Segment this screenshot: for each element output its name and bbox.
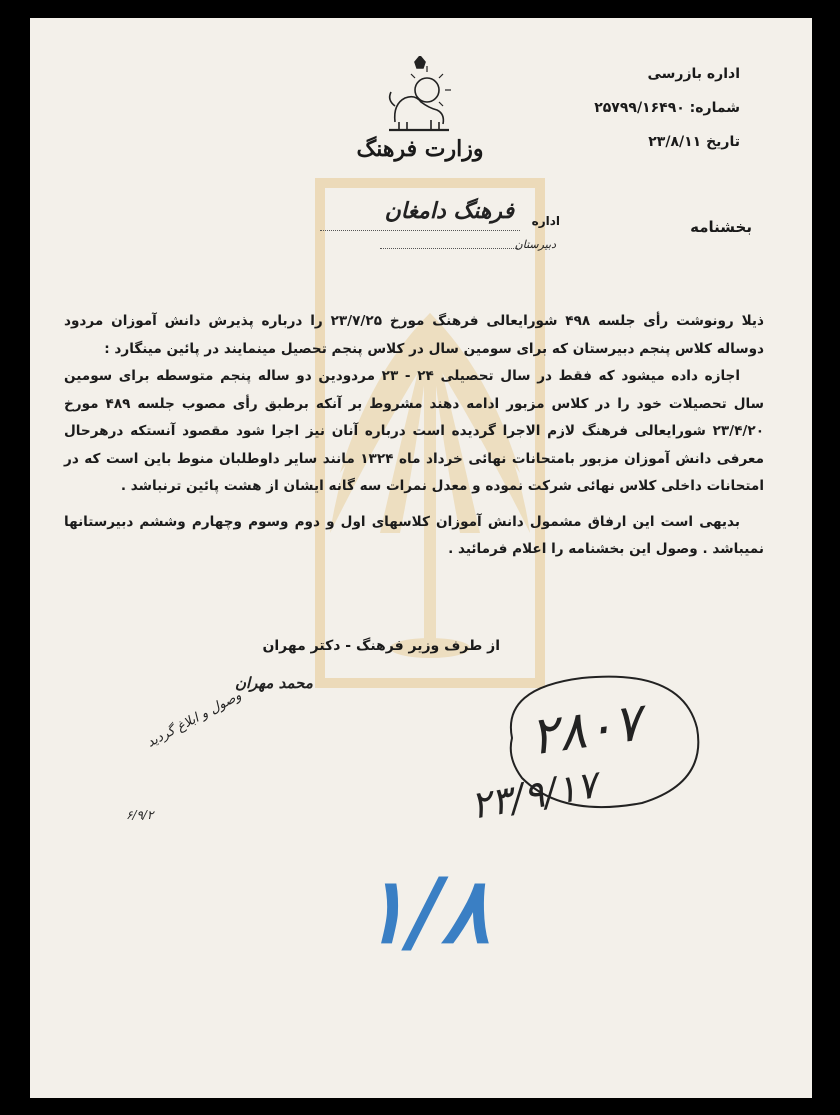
school-label: دبیرستان — [514, 238, 556, 251]
department-block — [310, 198, 560, 258]
handwritten-signature: محمد مهران — [235, 674, 313, 692]
department-handwritten: فرهنگ دامغان — [384, 198, 514, 224]
department-label: اداره — [531, 214, 560, 228]
number-line: شماره: ۲۵۷۹۹/۱۶۴۹۰ — [594, 100, 740, 116]
ministry-title: وزارت فرهنگ — [356, 136, 484, 162]
document-page — [30, 18, 812, 1098]
department-rule — [320, 230, 520, 231]
date-line — [540, 134, 740, 150]
blue-pencil-note: ۱/۸ — [360, 858, 490, 964]
handwritten-date: ۲۳/۹/۱۷ — [467, 762, 601, 828]
number-value: ۲۵۷۹۹/۱۶۴۹۰ — [594, 100, 685, 116]
document-type: بخشنامه — [690, 218, 752, 236]
body-paragraph-3: بدیهی است این ارفاق مشمول دانش آموزان کلاسهای اول و دوم وسوم وچهارم وششم دبیرستانها نمیباشد . وصول این بخشنامه را اعلام فرمائید . — [64, 513, 764, 557]
school-rule — [380, 248, 520, 249]
body-paragraph-2: اجازه داده میشود که فقط در سال تحصیلی ۲۴ - ۲۳ مردودین دو ساله پنجم متوسطه برای سومین سال تحصیلات خود را در کلاس مزبور ادامه دهند مشروط بر آنکه برطبق رأی مصوب جلسه ۴۸۹ مورخ ۲۳/۴/۲۰ شورایعالی فرهنگ لازم الاجرا گردیده است درباره آنان نیز اجرا شود مقصود آنستکه درهرحال معرفی دانش آموزان مزبور بامتحانات نهائی خرداد ماه ۱۳۲۴ مانند سایر داوطلبان منوط باین است که در امتحانات داخلی کلاس نهائی شرکت نموده و معدل نمرات سه گانه ایشان از هشت پائین ترنباشد . — [64, 368, 765, 494]
number-label: شماره — [695, 100, 740, 116]
circled-number: ۲۸۰۷ — [526, 692, 646, 768]
office-name: اداره بازرسی — [647, 66, 740, 82]
signature-line: از طرف وزیر فرهنگ - دکتر مهران — [262, 638, 500, 654]
date-value: ۲۳/۸/۱۱ — [648, 134, 702, 150]
letter-body — [64, 308, 764, 564]
date-label: تاریخ — [706, 134, 740, 150]
lion-and-sun-emblem-icon — [385, 56, 455, 136]
receipt-date: ۶/۹/۲ — [126, 808, 154, 822]
body-paragraph-1: ذیلا رونوشت رأی جلسه ۴۹۸ شورایعالی فرهنگ مورخ ۲۳/۷/۲۵ را درباره پذیرش دانش آموزان مردود دوساله کلاس پنجم دبیرستان که برای سومین سال در کلاس پنجم تحصیل مینمایند در پائین مینگارد : — [64, 313, 764, 357]
receipt-note: وصول و ابلاغ گردید — [144, 688, 244, 751]
